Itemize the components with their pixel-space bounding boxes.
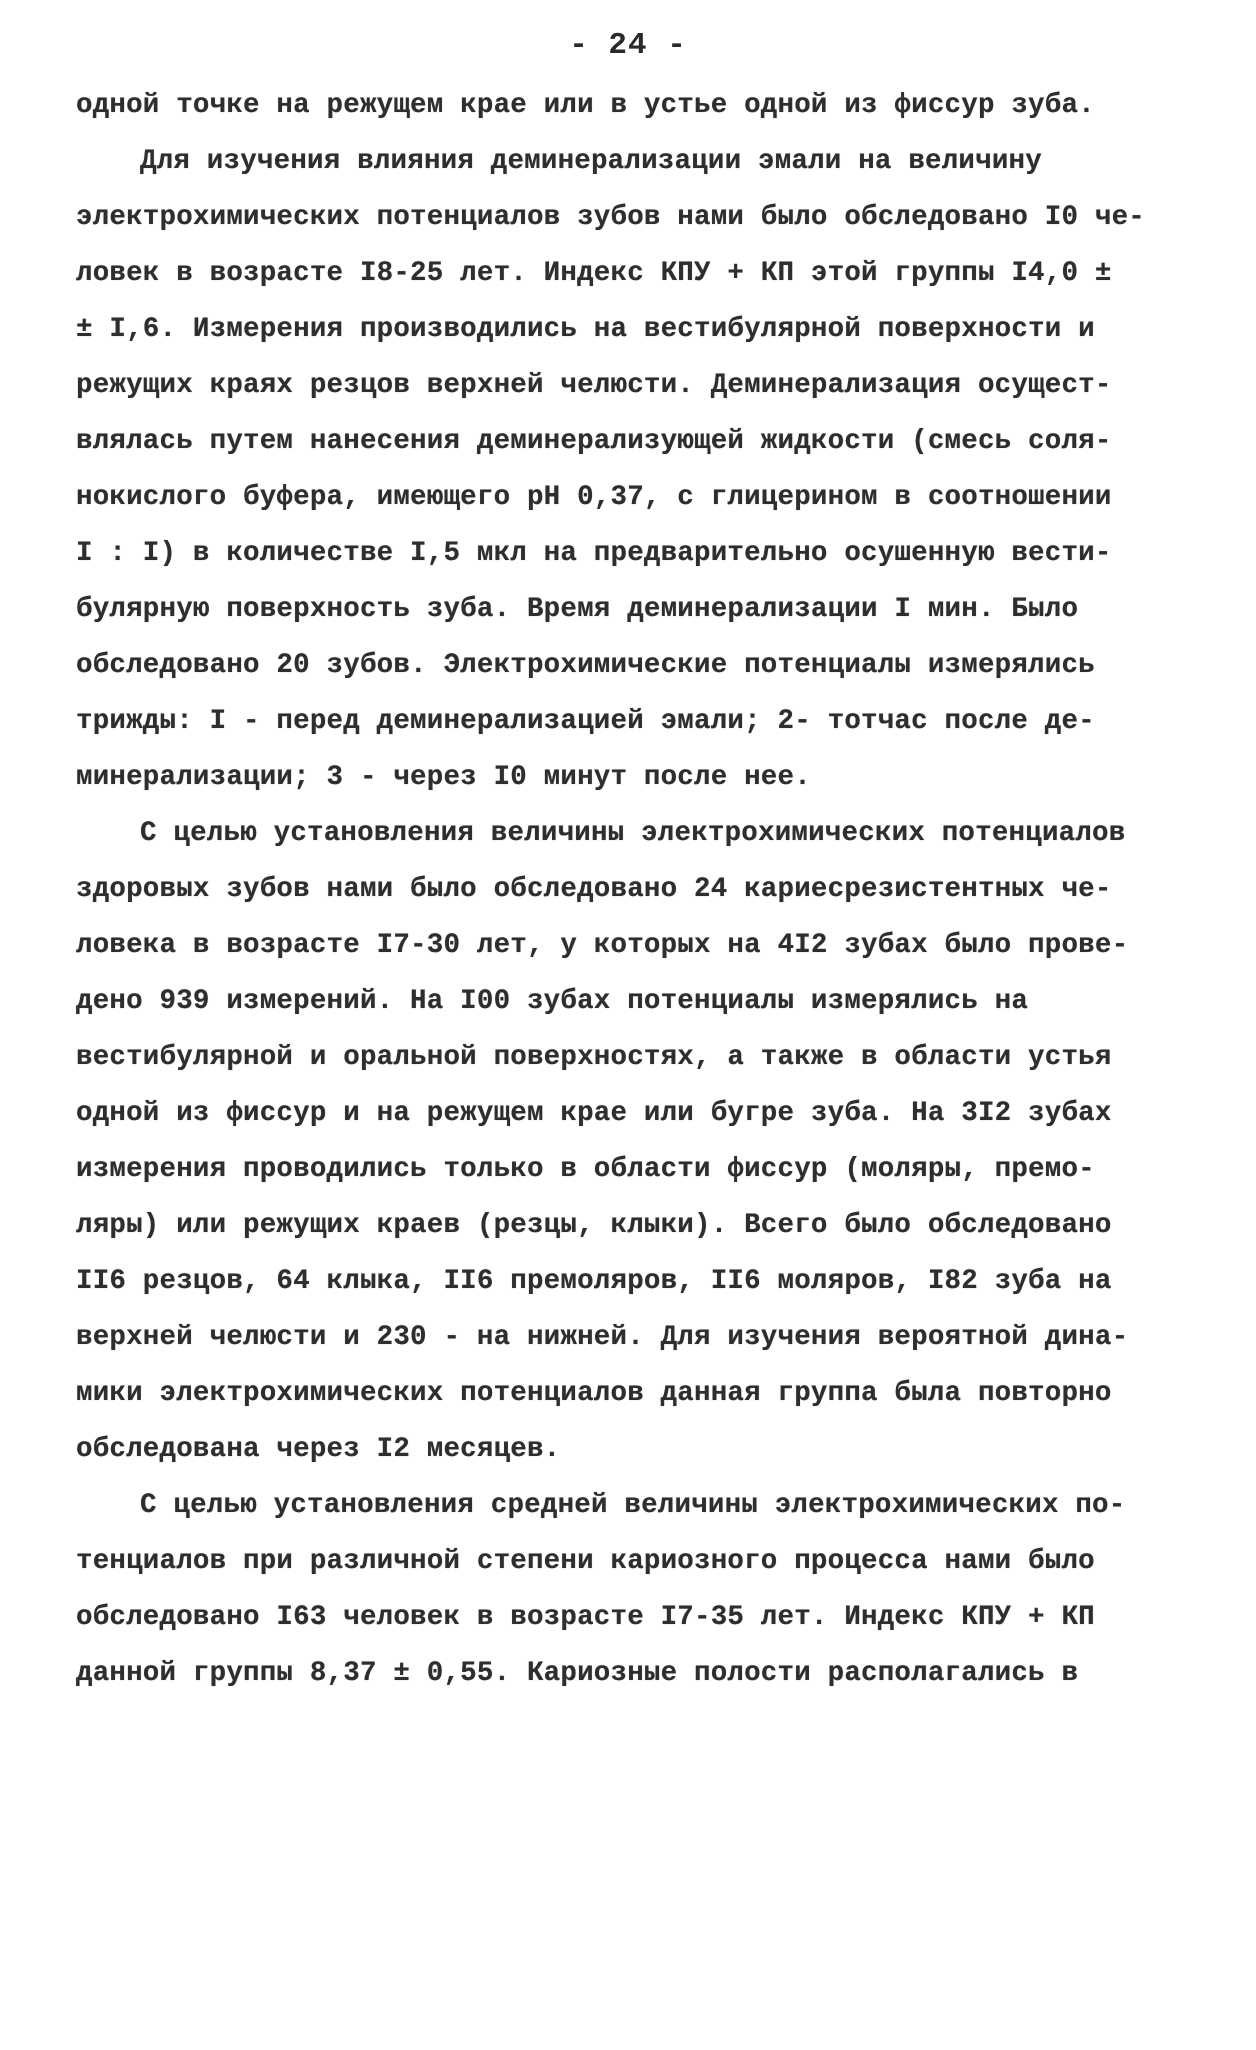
text-line: ляры) или режущих краев (резцы, клыки). Всего было обследовано (76, 1210, 1112, 1241)
text-line: обследовано I63 человек в возрасте I7-35 лет. Индекс КПУ + КП (76, 1602, 1095, 1633)
text-line: вестибулярной и оральной поверхностях, а также в области устья (76, 1042, 1112, 1073)
text-line: электрохимических потенциалов зубов нами было обследовано I0 че- (76, 202, 1145, 233)
text-line: I : I) в количестве I,5 мкл на предварительно осушенную вести- (76, 538, 1112, 569)
text-line: ловека в возрасте I7-30 лет, у которых на 4I2 зубах было прове- (76, 930, 1129, 961)
page-number: - 24 - (569, 28, 687, 63)
text-line: здоровых зубов нами было обследовано 24 кариесрезистентных че- (76, 874, 1112, 905)
text-line: С целью установления средней величины электрохимических по- (140, 1490, 1126, 1521)
text-line: Для изучения влияния деминерализации эмали на величину (140, 146, 1042, 177)
text-line: обследована через I2 месяцев. (76, 1434, 561, 1465)
text-line: минерализации; 3 - через I0 минут после нее. (76, 762, 811, 793)
text-line: II6 резцов, 64 клыка, II6 премоляров, II6 моляров, I82 зуба на (76, 1266, 1112, 1297)
body-text (76, 78, 1186, 1702)
text-line: одной из фиссур и на режущем крае или бугре зуба. На 3I2 зубах (76, 1098, 1112, 1129)
text-line: дено 939 измерений. На I00 зубах потенциалы измерялись на (76, 986, 1029, 1017)
text-line: влялась путем нанесения деминерализующей жидкости (смесь соля- (76, 426, 1112, 457)
text-line: одной точке на режущем крае или в устье одной из фиссур зуба. (76, 90, 1095, 121)
text-line: измерения проводились только в области фиссур (моляры, премо- (76, 1154, 1095, 1185)
text-line: трижды: I - перед деминерализацией эмали; 2- тотчас после де- (76, 706, 1095, 737)
text-line: тенциалов при различной степени кариозного процесса нами было (76, 1546, 1095, 1577)
text-line: нокислого буфера, имеющего pH 0,37, с глицерином в соотношении (76, 482, 1112, 513)
text-line: обследовано 20 зубов. Электрохимические потенциалы измерялись (76, 650, 1095, 681)
text-line: мики электрохимических потенциалов данная группа была повторно (76, 1378, 1112, 1409)
text-line: ± I,6. Измерения производились на вестибулярной поверхности и (76, 314, 1095, 345)
text-line: ловек в возрасте I8-25 лет. Индекс КПУ + КП этой группы I4,0 ± (76, 258, 1112, 289)
text-line: булярную поверхность зуба. Время деминерализации I мин. Было (76, 594, 1079, 625)
text-line: С целью установления величины электрохимических потенциалов (140, 818, 1126, 849)
text-line: верхней челюсти и 230 - на нижней. Для изучения вероятной дина- (76, 1322, 1129, 1353)
text-line: режущих краях резцов верхней челюсти. Деминерализация осущест- (76, 370, 1112, 401)
text-line: данной группы 8,37 ± 0,55. Кариозные полости располагались в (76, 1658, 1079, 1689)
